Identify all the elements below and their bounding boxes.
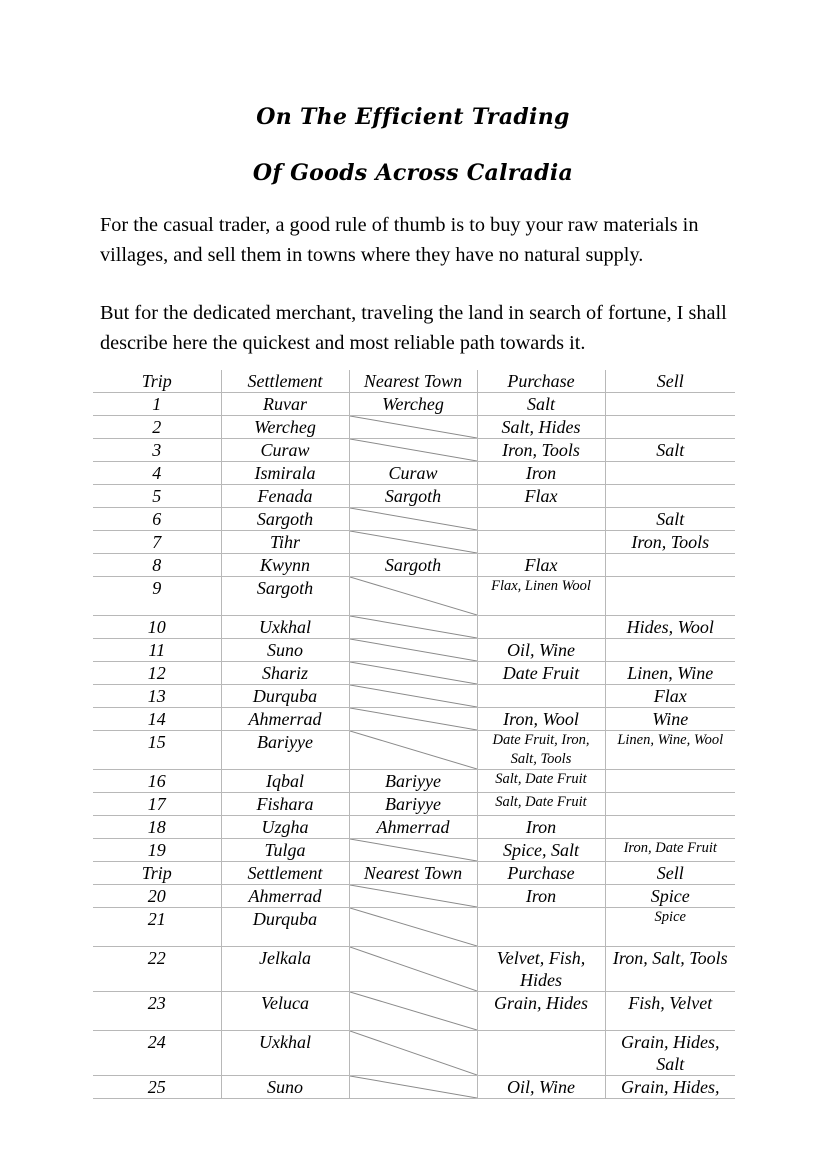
cell-sell: Spice (605, 885, 735, 908)
cell-nearest (349, 947, 477, 992)
cell-sell (605, 416, 735, 439)
table-row (93, 947, 735, 992)
cell-settlement: Durquba (221, 685, 349, 708)
header-nearest-town: Nearest Town (349, 370, 477, 393)
cell-purchase (477, 908, 605, 947)
cell-nearest (349, 885, 477, 908)
cell-settlement: Iqbal (221, 770, 349, 793)
cell-sell: Fish, Velvet (605, 992, 735, 1031)
cell-trip: 6 (93, 508, 221, 531)
cell-nearest (349, 416, 477, 439)
cell-purchase: Iron, Wool (477, 708, 605, 731)
table-row (93, 839, 735, 862)
paragraph-2-text: But for the dedicated merchant, traveling the land in search of fortune, I shall describe here the quickest and most reliable path towards it. (100, 302, 727, 354)
cell-nearest (349, 639, 477, 662)
cell-trip: 12 (93, 662, 221, 685)
cell-sell (605, 393, 735, 416)
cell-purchase: Salt, Date Fruit (477, 793, 605, 816)
cell-sell (605, 485, 735, 508)
cell-purchase (477, 685, 605, 708)
table-body (93, 393, 735, 1099)
document-title-line2: Of Goods Across Calradia (252, 160, 574, 186)
trade-route-table (93, 370, 735, 1099)
empty-cell-slash (350, 508, 477, 530)
cell-trip: 19 (93, 839, 221, 862)
cell-sell: Linen, Wine (605, 662, 735, 685)
cell-settlement: Ahmerrad (221, 885, 349, 908)
cell-purchase: Iron (477, 462, 605, 485)
cell-purchase: Iron (477, 816, 605, 839)
table-row (93, 554, 735, 577)
cell-settlement: Bariyye (221, 731, 349, 770)
cell-trip: 23 (93, 992, 221, 1031)
cell-settlement: Suno (221, 1076, 349, 1099)
cell-purchase: Velvet, Fish, Hides (477, 947, 605, 992)
cell-settlement: Uzgha (221, 816, 349, 839)
cell-trip: 8 (93, 554, 221, 577)
cell-trip: 21 (93, 908, 221, 947)
cell-sell: Salt (605, 439, 735, 462)
empty-cell-slash (350, 416, 477, 438)
cell-settlement: Ahmerrad (221, 708, 349, 731)
paragraph-1-text: For the casual trader, a good rule of thumb is to buy your raw materials in villages, and sell them in towns where they have no natural supply. (100, 214, 699, 266)
cell-nearest (349, 908, 477, 947)
cell-settlement: Curaw (221, 439, 349, 462)
cell-trip: 13 (93, 685, 221, 708)
empty-cell-slash (350, 616, 477, 638)
cell-trip: 25 (93, 1076, 221, 1099)
cell-sell: Iron, Date Fruit (605, 839, 735, 862)
cell-purchase: Flax, Linen Wool (477, 577, 605, 616)
cell-sell (605, 816, 735, 839)
table-row (93, 731, 735, 770)
empty-cell-slash (350, 839, 477, 861)
cell-trip: 17 (93, 793, 221, 816)
cell-sell: Grain, Hides, (605, 1076, 735, 1099)
cell-purchase: Flax (477, 485, 605, 508)
cell-nearest: Sargoth (349, 485, 477, 508)
cell-trip: 7 (93, 531, 221, 554)
empty-cell-slash (350, 1076, 477, 1098)
cell-sell (605, 554, 735, 577)
cell-purchase: Oil, Wine (477, 1076, 605, 1099)
cell-nearest: Nearest Town (349, 862, 477, 885)
table-row (93, 531, 735, 554)
empty-cell-slash (350, 908, 477, 946)
cell-purchase: Salt, Date Fruit (477, 770, 605, 793)
cell-sell (605, 793, 735, 816)
cell-settlement: Kwynn (221, 554, 349, 577)
cell-sell (605, 462, 735, 485)
cell-trip: 10 (93, 616, 221, 639)
cell-settlement: Fenada (221, 485, 349, 508)
cell-trip: 3 (93, 439, 221, 462)
cell-trip: 9 (93, 577, 221, 616)
table-row (93, 992, 735, 1031)
cell-sell: Flax (605, 685, 735, 708)
table-row (93, 462, 735, 485)
table-row (93, 770, 735, 793)
cell-nearest: Ahmerrad (349, 816, 477, 839)
header-sell: Sell (605, 370, 735, 393)
table-row (93, 508, 735, 531)
empty-cell-slash (350, 947, 477, 991)
cell-sell: Grain, Hides, Salt (605, 1031, 735, 1076)
cell-purchase: Spice, Salt (477, 839, 605, 862)
cell-trip: 24 (93, 1031, 221, 1076)
empty-cell-slash (350, 439, 477, 461)
table-row (93, 662, 735, 685)
cell-nearest (349, 662, 477, 685)
cell-trip: 18 (93, 816, 221, 839)
cell-nearest (349, 508, 477, 531)
table-row (93, 1031, 735, 1076)
cell-nearest (349, 577, 477, 616)
table-row (93, 639, 735, 662)
cell-settlement: Wercheg (221, 416, 349, 439)
intro-paragraph-1 (100, 211, 750, 270)
cell-trip: 22 (93, 947, 221, 992)
cell-purchase: Date Fruit (477, 662, 605, 685)
cell-trip: Trip (93, 862, 221, 885)
table-row (93, 885, 735, 908)
table-row (93, 616, 735, 639)
cell-nearest (349, 1031, 477, 1076)
empty-cell-slash (350, 577, 477, 615)
header-settlement: Settlement (221, 370, 349, 393)
cell-trip: 4 (93, 462, 221, 485)
empty-cell-slash (350, 992, 477, 1030)
table-row (93, 862, 735, 885)
cell-purchase: Date Fruit, Iron, Salt, Tools (477, 731, 605, 770)
cell-settlement: Shariz (221, 662, 349, 685)
cell-purchase: Iron (477, 885, 605, 908)
cell-nearest (349, 685, 477, 708)
cell-settlement: Suno (221, 639, 349, 662)
cell-sell: Hides, Wool (605, 616, 735, 639)
empty-cell-slash (350, 708, 477, 730)
cell-nearest (349, 531, 477, 554)
table-row (93, 485, 735, 508)
cell-nearest (349, 708, 477, 731)
cell-nearest (349, 616, 477, 639)
cell-settlement: Ruvar (221, 393, 349, 416)
cell-purchase (477, 508, 605, 531)
cell-settlement: Uxkhal (221, 1031, 349, 1076)
cell-nearest (349, 992, 477, 1031)
cell-purchase: Salt, Hides (477, 416, 605, 439)
empty-cell-slash (350, 531, 477, 553)
cell-settlement: Durquba (221, 908, 349, 947)
cell-sell: Salt (605, 508, 735, 531)
cell-trip: 14 (93, 708, 221, 731)
cell-sell: Wine (605, 708, 735, 731)
empty-cell-slash (350, 731, 477, 769)
cell-nearest: Sargoth (349, 554, 477, 577)
empty-cell-slash (350, 685, 477, 707)
cell-nearest: Bariyye (349, 793, 477, 816)
empty-cell-slash (350, 1031, 477, 1075)
empty-cell-slash (350, 662, 477, 684)
cell-nearest (349, 731, 477, 770)
table-row (93, 439, 735, 462)
cell-sell (605, 577, 735, 616)
cell-purchase: Salt (477, 393, 605, 416)
cell-sell: Sell (605, 862, 735, 885)
cell-nearest: Curaw (349, 462, 477, 485)
cell-purchase: Purchase (477, 862, 605, 885)
cell-settlement: Settlement (221, 862, 349, 885)
cell-nearest: Bariyye (349, 770, 477, 793)
cell-settlement: Veluca (221, 992, 349, 1031)
cell-settlement: Sargoth (221, 508, 349, 531)
cell-settlement: Ismirala (221, 462, 349, 485)
cell-settlement: Sargoth (221, 577, 349, 616)
cell-nearest (349, 439, 477, 462)
cell-purchase: Grain, Hides (477, 992, 605, 1031)
cell-nearest: Wercheg (349, 393, 477, 416)
cell-settlement: Tihr (221, 531, 349, 554)
cell-trip: 20 (93, 885, 221, 908)
cell-trip: 11 (93, 639, 221, 662)
intro-paragraph-2 (100, 299, 750, 358)
table-row (93, 908, 735, 947)
cell-purchase (477, 531, 605, 554)
table-row (93, 816, 735, 839)
cell-sell: Iron, Tools (605, 531, 735, 554)
cell-trip: 1 (93, 393, 221, 416)
table-row (93, 708, 735, 731)
cell-purchase: Oil, Wine (477, 639, 605, 662)
document-title-line1: On The Efficient Trading (256, 104, 570, 130)
empty-cell-slash (350, 885, 477, 907)
cell-sell: Spice (605, 908, 735, 947)
cell-settlement: Fishara (221, 793, 349, 816)
table-header-row (93, 370, 735, 393)
cell-sell: Linen, Wine, Wool (605, 731, 735, 770)
empty-cell-slash (350, 639, 477, 661)
cell-settlement: Uxkhal (221, 616, 349, 639)
cell-purchase: Flax (477, 554, 605, 577)
table-row (93, 416, 735, 439)
table-row (93, 577, 735, 616)
cell-trip: 15 (93, 731, 221, 770)
cell-sell (605, 639, 735, 662)
table-row (93, 685, 735, 708)
cell-purchase (477, 1031, 605, 1076)
cell-purchase (477, 616, 605, 639)
cell-trip: 2 (93, 416, 221, 439)
cell-nearest (349, 839, 477, 862)
cell-trip: 5 (93, 485, 221, 508)
header-trip: Trip (93, 370, 221, 393)
table-row (93, 393, 735, 416)
header-purchase: Purchase (477, 370, 605, 393)
cell-settlement: Jelkala (221, 947, 349, 992)
cell-trip: 16 (93, 770, 221, 793)
table-row (93, 793, 735, 816)
table-row (93, 1076, 735, 1099)
cell-nearest (349, 1076, 477, 1099)
cell-sell: Iron, Salt, Tools (605, 947, 735, 992)
cell-sell (605, 770, 735, 793)
cell-purchase: Iron, Tools (477, 439, 605, 462)
cell-settlement: Tulga (221, 839, 349, 862)
